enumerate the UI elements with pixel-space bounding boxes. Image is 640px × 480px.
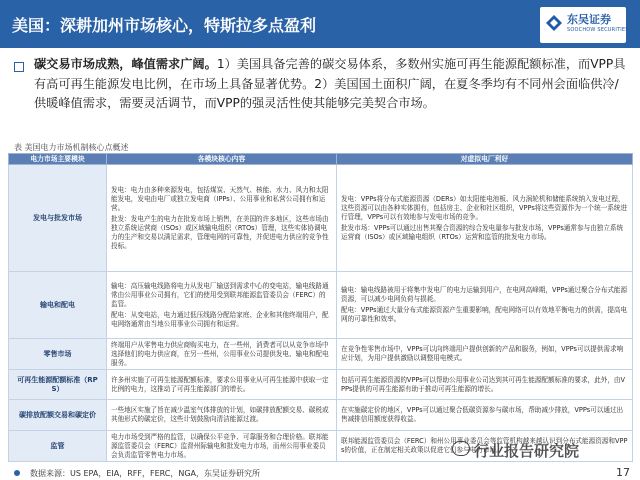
content-text: 批发：发电产生的电力在批发市场上销售，在美国的许多地区，这些市场由独立系统运营商（ISOs）或区域输电组织（RTOs）管理，这些实体协调电力的生产和交易以满足需求，管理电网的可靠性，并促进电力供应的竞争性投标。: [111, 214, 329, 250]
table-caption: 表 美国电力市场机制核心点概述: [14, 143, 129, 152]
table-row: [9, 272, 633, 339]
benefit-text: 批发市场：VPPs可以通过出售其聚合资源的综合发电量参与批发市场，VPPs通常参与由独立系统运营商（ISOs）或区域输电组织（RTOs）运营和监管的批发电力市场。: [341, 223, 624, 241]
content-text: 终端用户从零售电力供应商购买电力，在一些州，消费者可以从竞争市场中选择他们的电力供应商，在另一些州，公用事业公司提供发电、输电和配电服务。: [111, 340, 329, 367]
row-content: [107, 431, 337, 462]
footer-dot-icon: [14, 470, 20, 476]
row-benefit: [337, 400, 633, 431]
content-text: 一些地区实施了旨在减少温室气体排放的计划，如碳排放配额交易、碳税或其他形式的碳定价，这些计划鼓励向清洁能源过渡。: [111, 406, 329, 423]
row-category: 可再生能源配额标准（RPS）: [9, 370, 107, 400]
market-mechanism-table: [8, 153, 633, 462]
row-category: 监管: [9, 431, 107, 462]
logo-subtitle: SOOCHOW SECURITIES: [567, 27, 629, 33]
table-row: [9, 339, 633, 370]
row-content: [107, 272, 337, 339]
summary-highlight: 碳交易市场成熟，峰值需求广阔。: [34, 57, 217, 71]
row-category: 发电与批发市场: [9, 165, 107, 272]
bullet-square-icon: [14, 62, 24, 72]
row-benefit: [337, 165, 633, 272]
table-row: [9, 400, 633, 431]
logo-name: 东吴证券: [567, 13, 611, 26]
row-content: [107, 400, 337, 431]
table-header-row: [9, 154, 633, 165]
row-content: [107, 339, 337, 370]
content-text: 发电：电力由多种来源发电，包括煤炭、天然气、核能、水力、风力和太阳能发电，发电由电厂或独立发电商（IPPs）、公用事业和私营公司拥有和运营。: [111, 185, 329, 212]
watermark-chat-icon: [452, 441, 470, 456]
summary-body: 1）美国具备完善的碳交易体系，多数州实施可再生能源配额标准，而VPP具有高可再生能源发电比例，在市场上具备显著优势。2）美国国土面积广阔，在夏冬季均有不同州会面临供冷/供暖峰值需求，需要灵活调节，而VPP的强灵活性使其能够完美契合市场。: [34, 57, 626, 110]
summary-paragraph: [34, 55, 630, 114]
column-header: 各模块核心内容: [107, 154, 337, 165]
data-source: 数据来源：US EPA，EIA，RFF，FERC，NGA，东吴证券研究所: [30, 469, 261, 478]
benefit-text: 联邦能源监管委员会（FERC）和州公用事业委员会等监管机构越来越认识到分布式能源资源和VPPs的价值，正在制定相关政策以促进它们参与电力市场。: [341, 437, 628, 454]
row-benefit: [337, 339, 633, 370]
benefit-text: 输电：输电线路被用于将集中发电厂的电力运输到用户，在电网高峰期，VPPs通过聚合分布式能源资源，可以减少电网负荷与损耗。: [341, 286, 628, 303]
content-text: 许多州实施了可再生能源配额标准，要求公用事业从可再生能源中获取一定比例的电力，这推动了可再生能源部门的增长。: [111, 375, 329, 393]
table-row: [9, 370, 633, 400]
watermark-text: 行业报告研究院: [474, 442, 580, 460]
row-category: 输电和配电: [9, 272, 107, 339]
benefit-text: 发电：VPPs将分布式能源资源（DERs）如太阳能电池板、风力涡轮机和储能系统纳入发电过程，这些资源可以由各种实体拥有，包括房主、企业和社区组织，VPPs将这些资源作为一个统一系统进行管理，VPPs可以有效地参与发电市场的竞争。: [341, 194, 628, 221]
content-text: 电力市场受到严格的监管，以确保公平竞争、可靠服务和合理价格。联邦能源监管委员会（FERC）监督州际输电和批发电力市场，而州公用事业委员会负责监管零售电力市场。: [111, 432, 329, 459]
benefit-text: 配电：VPPs通过大量分布式能源资源产生重要影响，配电网络可以有效地平衡电力的供需，提高电网的可靠性和效率。: [341, 306, 628, 323]
page-title: 美国：深耕加州市场核心，特斯拉多点盈利: [12, 16, 317, 35]
row-content: [107, 370, 337, 400]
content-text: 配电：从变电站，电力通过低压线路分配给家庭、企业和其他终端用户，配电网络通常由当地公用事业公司拥有和运营。: [111, 310, 329, 328]
row-benefit: [337, 370, 633, 400]
benefit-text: 在竞争性零售市场中，VPPs可以向终端用户提供创新的产品和服务，例如，VPPs可以提供需求响应计划，为用户提供激励以调整用电模式。: [341, 345, 624, 362]
logo-mark-icon: [544, 13, 564, 33]
benefit-text: 在实施碳定价的地区，VPPs可以通过聚合低碳资源参与碳市场，帮助减少排放，VPPs可以通过出售减排信用额度获得收益。: [341, 406, 624, 423]
row-benefit: [337, 272, 633, 339]
benefit-text: 包括可再生能源资源的VPPs可以帮助公用事业公司达到其可再生能源配额标准的要求，此外，由VPPs提供的可再生能源有助于推动可再生能源的增长。: [341, 375, 626, 393]
row-category: 碳排放配额交易和碳定价: [9, 400, 107, 431]
column-header: 对虚拟电厂利好: [337, 154, 633, 165]
brand-logo: [540, 7, 629, 43]
footer: [0, 466, 640, 480]
row-content: [107, 165, 337, 272]
content-text: 输电：高压输电线路将电力从发电厂输送到需求中心的变电站，输电线路通常由公用事业公司拥有，它们的使用受到联邦能源监管委员会（FERC）的监管。: [111, 281, 329, 308]
row-category: 零售市场: [9, 339, 107, 370]
title-bar: [0, 0, 640, 48]
table-row: [9, 165, 633, 272]
page-number: 17: [616, 466, 630, 479]
column-header: 电力市场主要模块: [9, 154, 107, 165]
